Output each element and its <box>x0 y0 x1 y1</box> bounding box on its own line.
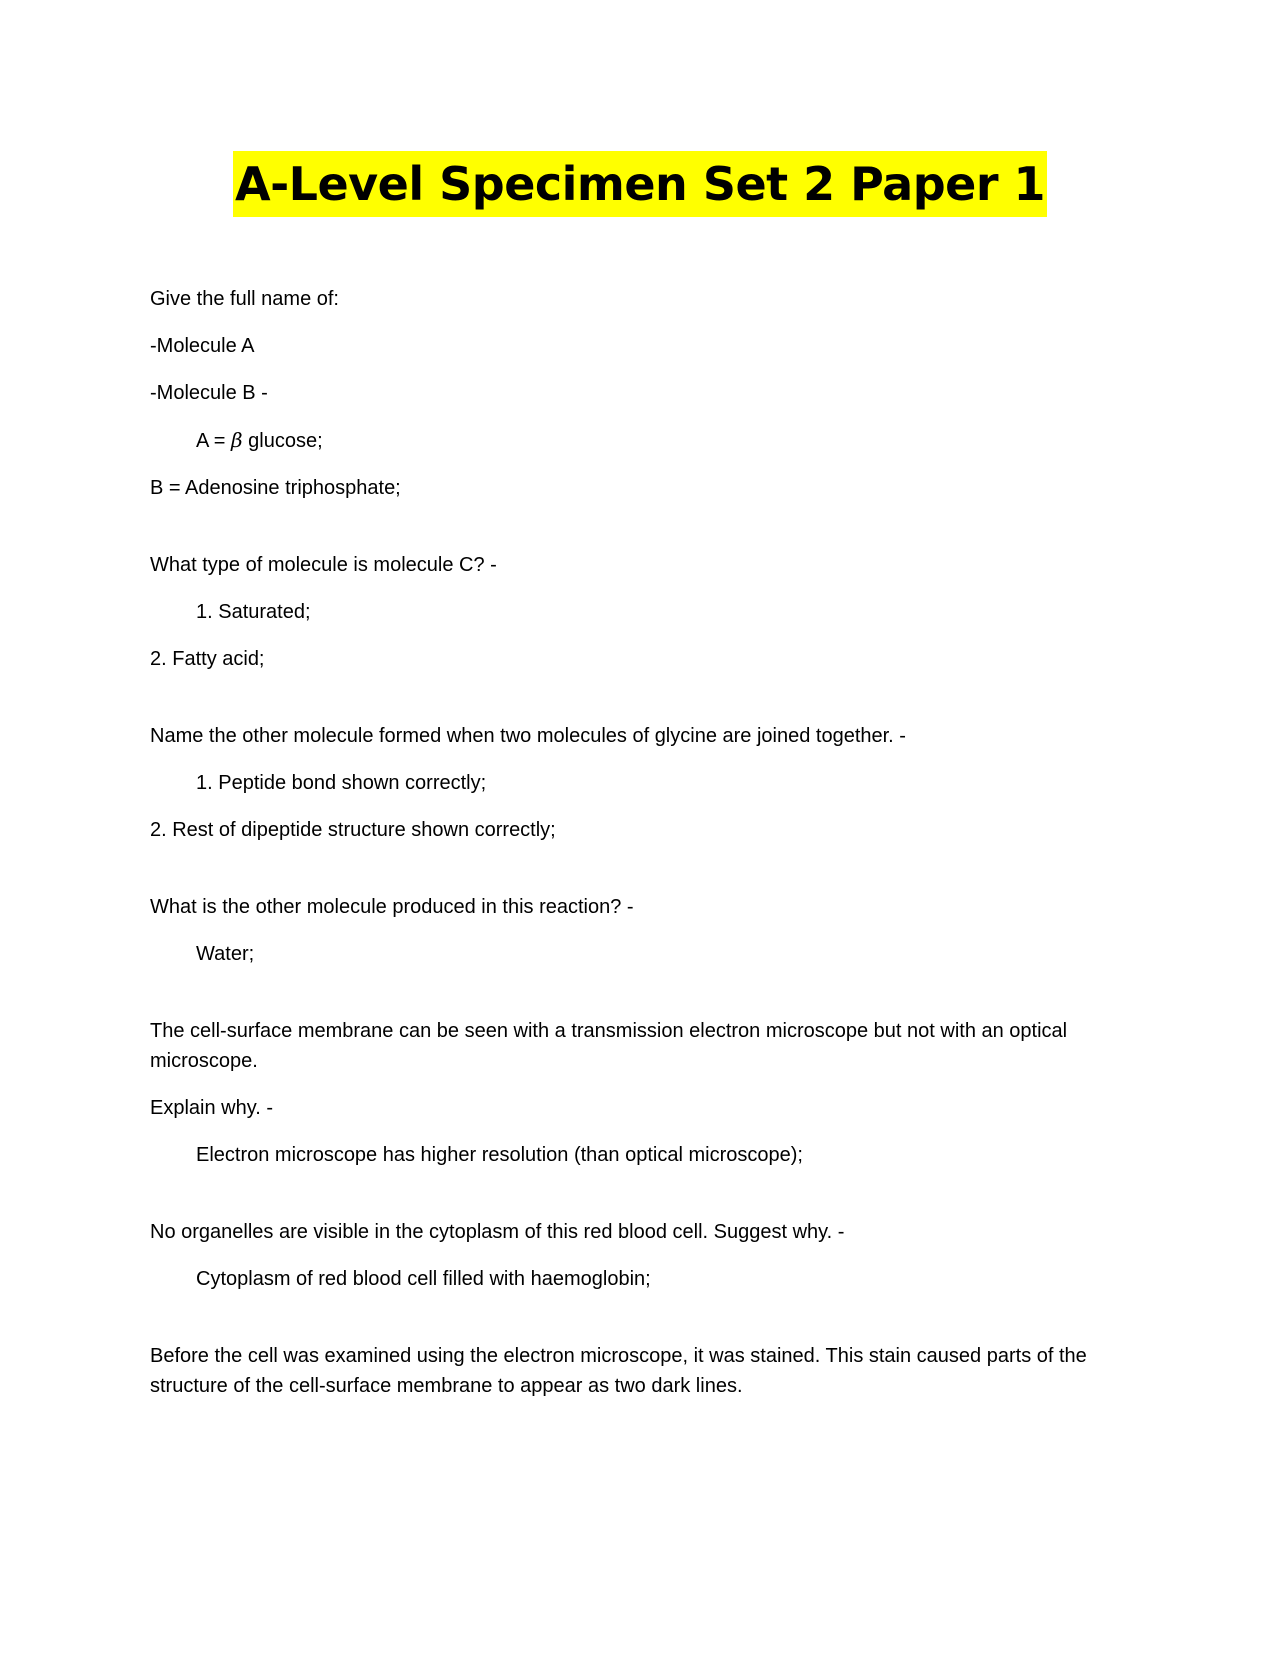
q3-answer-2: 2. Rest of dipeptide structure shown correctly; <box>150 819 556 841</box>
document-body <box>150 284 1130 1418</box>
q4-answer: Water; <box>196 943 255 965</box>
q1-answer-a-prefix: A = <box>196 430 232 452</box>
q1-answer-a-suffix: glucose; <box>242 430 323 452</box>
q1-item-a: -Molecule A <box>150 335 255 357</box>
q1-answer-a <box>150 425 1130 456</box>
q5-answer: Electron microscope has higher resolution (than optical microscope); <box>196 1144 803 1166</box>
q5-prompt: The cell-surface membrane can be seen with a transmission electron microscope but not with an optical microscope. <box>150 1020 1068 1072</box>
page-title: A-Level Specimen Set 2 Paper 1 <box>233 151 1047 217</box>
title-container <box>0 151 1280 217</box>
q1-prompt: Give the full name of: <box>150 288 339 310</box>
q7-prompt: Before the cell was examined using the electron microscope, it was stained. This stain caused parts of the structure of the cell-surface membrane to appear as two dark lines. <box>150 1345 1087 1397</box>
q5-instruction: Explain why. - <box>150 1097 274 1119</box>
q1-item-b: -Molecule B - <box>150 382 268 404</box>
q2-prompt: What type of molecule is molecule C? - <box>150 554 497 576</box>
q2-answer-1: 1. Saturated; <box>196 601 311 623</box>
q6-prompt: No organelles are visible in the cytoplasm of this red blood cell. Suggest why. - <box>150 1221 845 1243</box>
beta-symbol: β <box>231 428 243 452</box>
q6-answer: Cytoplasm of red blood cell filled with haemoglobin; <box>196 1268 651 1290</box>
q3-answer-1: 1. Peptide bond shown correctly; <box>196 772 487 794</box>
q4-prompt: What is the other molecule produced in this reaction? - <box>150 896 634 918</box>
q2-answer-2: 2. Fatty acid; <box>150 648 265 670</box>
q1-answer-b: B = Adenosine triphosphate; <box>150 477 401 499</box>
q3-prompt: Name the other molecule formed when two molecules of glycine are joined together. - <box>150 725 906 747</box>
